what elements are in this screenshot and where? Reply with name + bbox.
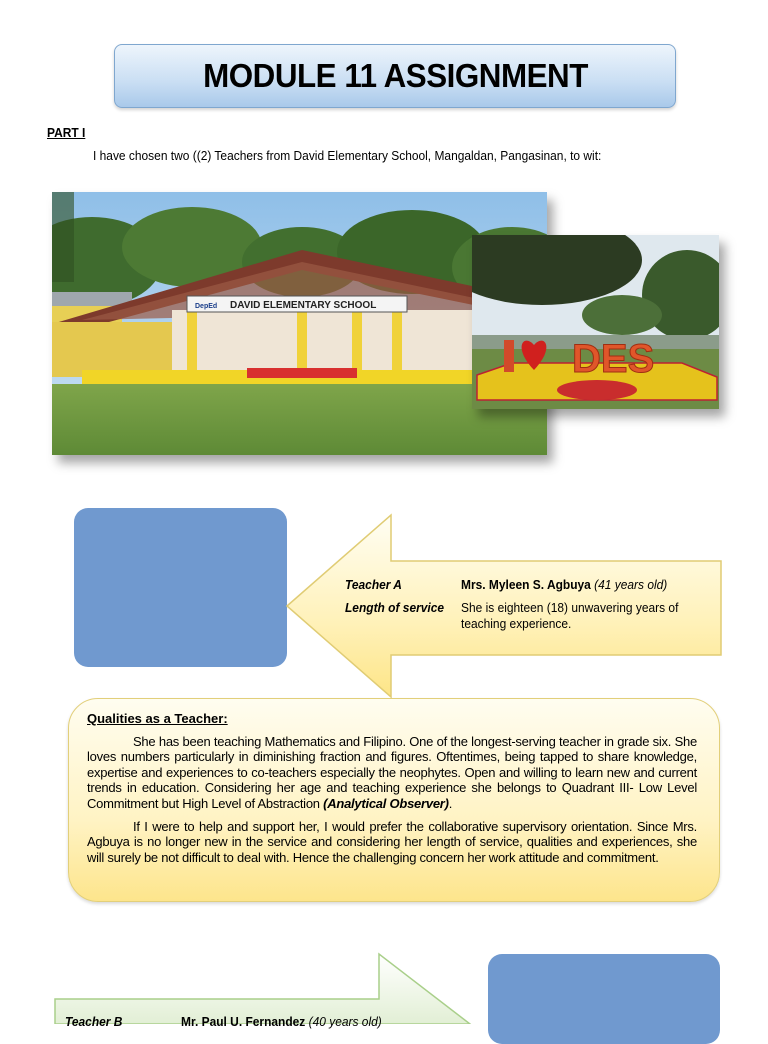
- teacher-a-name-line: [461, 577, 667, 593]
- teacher-b-photo-placeholder: [488, 954, 720, 1044]
- teacher-a-age: (41 years old): [594, 577, 668, 592]
- teacher-a-name: Mrs. Myleen S. Agbuya: [461, 577, 591, 592]
- sign-prefix-text: DepEd: [195, 303, 218, 310]
- teacher-b-name: Mr. Paul U. Fernandez: [181, 1014, 306, 1029]
- service-line-1: She is eighteen (18) unwavering years of: [461, 600, 679, 615]
- teacher-b-label: Teacher B: [65, 1014, 123, 1029]
- intro-text: I have chosen two ((2) Teachers from David Elementary School, Mangaldan, Pangasinan, to wit:: [93, 148, 602, 163]
- qualities-heading: Qualities as a Teacher:: [87, 711, 228, 726]
- qualities-para1-text: She has been teaching Mathematics and Filipino. One of the longest-serving teacher in grade six. She loves numbers particularly in diminishing fraction and figures. Oftentimes, being tapped to share knowledge, expertise and experiences to co-teachers especially the neophytes. Open and willing to learn new and current trends in education. Considering her age and teaching experience she belongs to Quadrant III- Low Level Commitment but High Level of Abstraction: [87, 733, 697, 811]
- teacher-a-info: [345, 577, 715, 647]
- teacher-b-info: [65, 1014, 445, 1034]
- qualities-paragraph-2: If I were to help and support her, I would prefer the collaborative supervisory orientation. Since Mrs. Agbuya is no longer new in the service and considering her length of service, qualities and experiences, she will surely be not difficult to deal with. Hence the challenging concern her work attitude and commitment.: [87, 818, 697, 865]
- qualities-para1-end: .: [448, 795, 453, 811]
- teacher-b-name-line: [181, 1014, 382, 1030]
- qualities-emphasis: (Analytical Observer): [323, 795, 449, 811]
- ides-landmark-photo: [472, 235, 719, 409]
- school-sign-text: DAVID ELEMENTARY SCHOOL: [230, 300, 377, 311]
- qualities-paragraph-1: [87, 734, 697, 812]
- service-line-2: teaching experience.: [461, 616, 572, 631]
- teacher-b-age: (40 years old): [308, 1014, 382, 1029]
- service-label: Length of service: [345, 600, 445, 615]
- qualities-box: [68, 698, 720, 902]
- page-title: MODULE 11 ASSIGNMENT: [202, 57, 588, 94]
- teacher-a-label: Teacher A: [345, 577, 402, 592]
- landmark-letters: DES: [572, 337, 655, 381]
- teacher-a-photo-placeholder: [74, 508, 287, 667]
- part-heading: PART I: [47, 125, 86, 140]
- title-banner: [114, 44, 676, 108]
